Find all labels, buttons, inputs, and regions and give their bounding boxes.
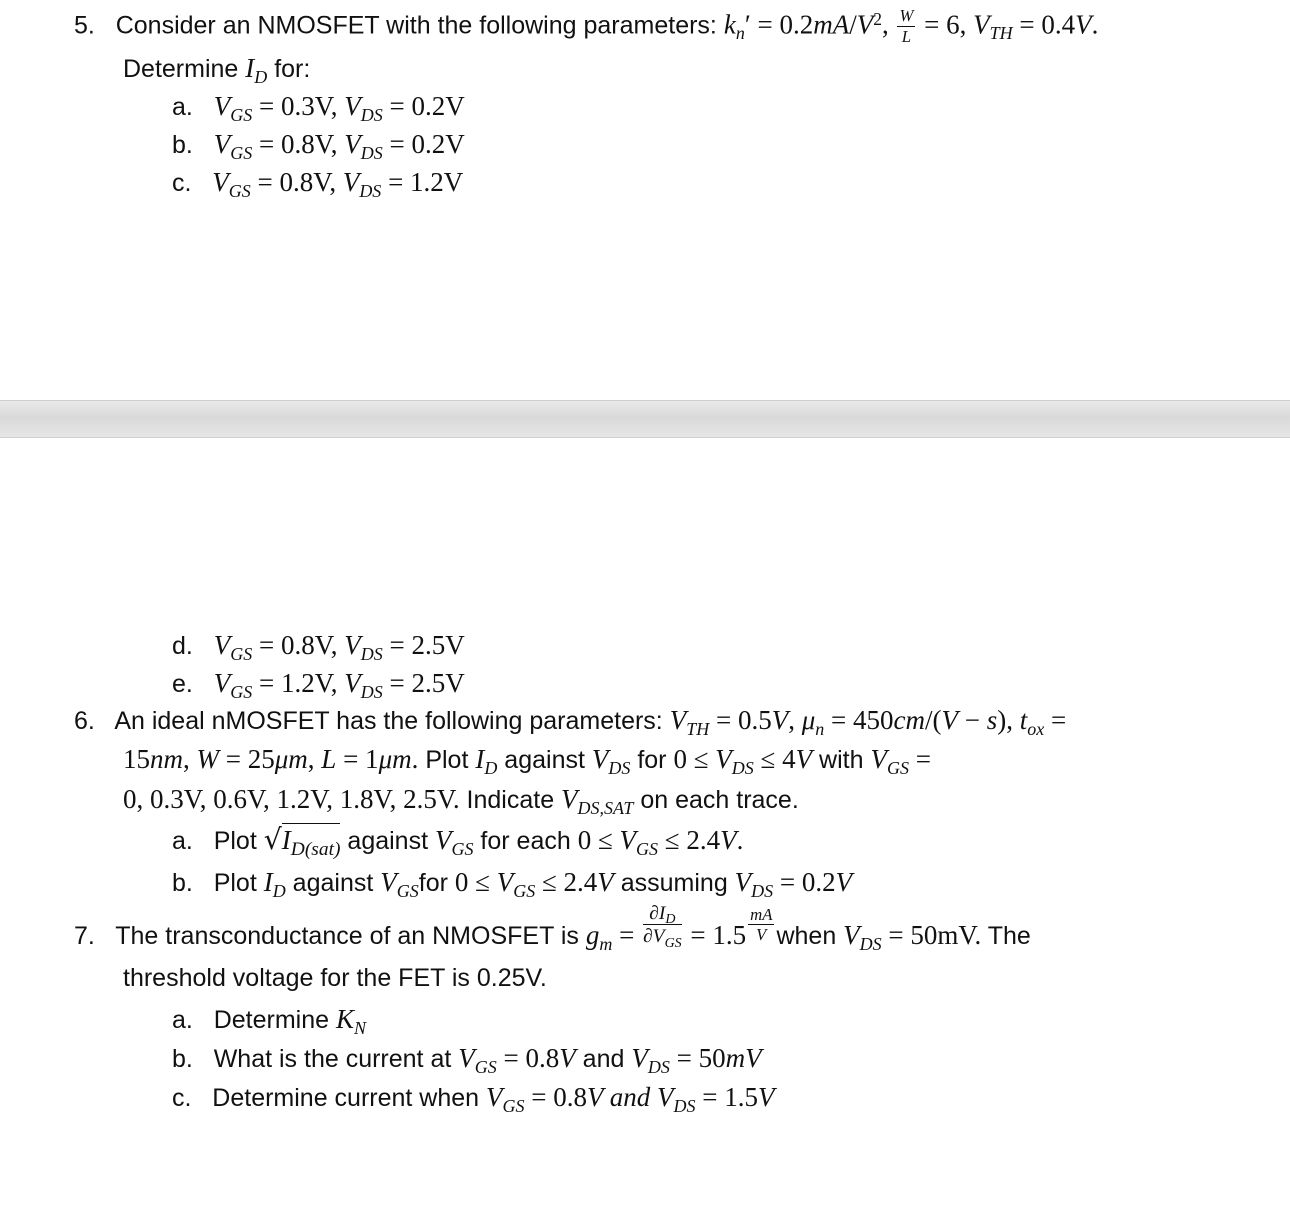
p7-item-a: a. Determine $K_N$	[172, 1004, 366, 1038]
item-label: a.	[172, 827, 193, 855]
problem-7-number: 7.	[74, 922, 95, 951]
problem-5-number: 5.	[74, 11, 95, 40]
p5-item-b: b. $V_{GS} = 0.8V$, $V_{DS} = 0.2V$	[172, 129, 465, 163]
problem-7-line-2	[123, 966, 547, 991]
item-label: b.	[172, 131, 193, 159]
problem-5-intro: Consider an NMOSFET with the following parameters:	[115, 11, 717, 40]
item-label: d.	[172, 632, 193, 660]
item-label: c.	[172, 169, 192, 197]
vds-value: 1.2V	[410, 167, 464, 197]
problem-6-number: 6.	[74, 707, 95, 735]
problem-7-line-1: 7. The transconductance of an NMOSFET is $g_m$ = $\frac{\partial I_D}{\partial V_{GS}}$ = 1.5 $\frac{mA}{V}$ when $V_{DS} = 50mV$. The	[74, 903, 1031, 954]
problem-7-intro: The transconductance of an NMOSFET is	[115, 922, 579, 951]
vgs-value: 0.3V	[280, 91, 331, 121]
p5-item-a: a. $V_{GS} = 0.3V$, $V_{DS} = 0.2V$	[172, 91, 465, 125]
vds-value: 50mV	[910, 920, 975, 951]
p5-item-c: c. $V_{GS} = 0.8V$, $V_{DS} = 1.2V$	[172, 167, 464, 201]
item-label: b.	[172, 869, 193, 897]
problem-6-line-3: 0, 0.3V, 0.6V, 1.2V, 1.8V, 2.5V. Indicate $V_{DS,SAT}$ on each trace.	[123, 784, 799, 818]
problem-6-line-1: 6. An ideal nMOSFET has the following parameters: $V_{TH} = 0.5V$, $\mu_n = 450cm/(V - s)$, $t_{ox}$ =	[74, 705, 1067, 739]
ma-per-v-fraction: $\frac{mA}{V}$	[750, 904, 773, 945]
problem-5-line-1: 5. Consider an NMOSFET with the following parameters: $k_n' = 0.2mA/V^2$, $\frac{W}{L}$ = 6, $V_{TH} = 0.4V$.	[74, 6, 1099, 46]
partial-derivative-fraction: $\frac{\partial I_D}{\partial V_{GS}}$	[643, 903, 682, 951]
w-over-l-fraction: $\frac{W}{L}$	[899, 6, 914, 46]
vgs-list: 0, 0.3V, 0.6V, 1.2V, 1.8V, 2.5V	[123, 784, 453, 814]
gm-value: 1.5	[712, 920, 747, 951]
item-label: a.	[172, 1006, 193, 1034]
p7-item-b: b. What is the current at $V_{GS} = 0.8V$ and $V_{DS} = 50mV$	[172, 1043, 762, 1077]
item-label: a.	[172, 93, 193, 121]
vgs-value: 0.8V	[279, 167, 330, 197]
vgs-value: 0.8V	[280, 129, 331, 159]
problem-6-intro: An ideal nMOSFET has the following parameters:	[114, 707, 663, 735]
problem-5-line-2: Determine $I_D$ for:	[123, 53, 311, 87]
item-label: e.	[172, 670, 193, 698]
vgs-value: 0.8V	[280, 630, 331, 660]
kn-prime-symbol: k	[723, 9, 736, 40]
problem-6-line-2: 15nm, W = 25μm, L = 1μm. Plot $I_D$ against $V_{DS}$ for $0 \le V_{DS} \le 4V$ with $V_{GS}$ =	[123, 744, 931, 778]
threshold-text: threshold voltage for the FET is 0.25V.	[123, 964, 547, 992]
p6-item-b: b. Plot $I_D$ against $V_{GS}for$ $0 \le V_{GS} \le 2.4V$ assuming $V_{DS} = 0.2V$	[172, 867, 853, 901]
vds-value: 2.5V	[411, 668, 465, 698]
p6-item-a: a. Plot $√I_{D(sat)}$ against $V_{GS}$ for each $0 \le V_{GS} \le 2.4V$.	[172, 823, 744, 861]
vds-value: 2.5V	[411, 630, 465, 660]
item-label: c.	[172, 1084, 192, 1112]
vgs-value: 1.2V	[280, 668, 331, 698]
p5-item-d: d. $V_{GS} = 0.8V$, $V_{DS} = 2.5V$	[172, 630, 465, 664]
item-label: b.	[172, 1045, 193, 1073]
p7-item-c: c. Determine current when $V_{GS} = 0.8V$ and $V_{DS} = 1.5V$	[172, 1082, 775, 1116]
vds-value: 0.2V	[411, 91, 465, 121]
page-break-divider	[0, 400, 1290, 438]
vds-value: 0.2V	[411, 129, 465, 159]
when-text: when	[776, 922, 837, 951]
sqrt-symbol: $√I_{D(sat)}$	[263, 823, 341, 861]
p5-item-e: e. $V_{GS} = 1.2V$, $V_{DS} = 2.5V$	[172, 668, 465, 702]
